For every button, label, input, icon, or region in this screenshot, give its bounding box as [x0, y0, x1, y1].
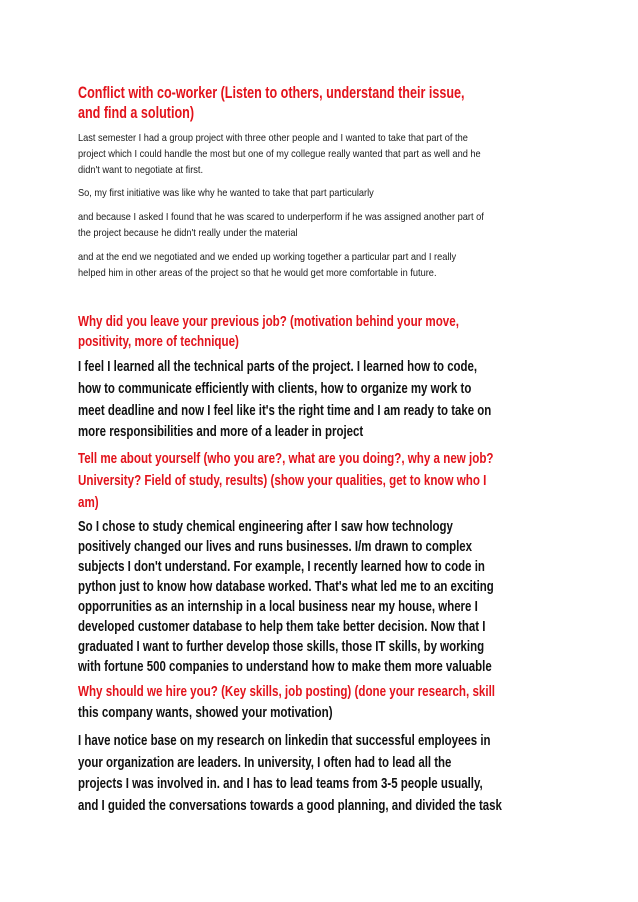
paragraph-line: how to communicate efficiently with clients, how to organize my work to: [78, 381, 472, 397]
paragraph-line: positively changed our lives and runs businesses. I/m drawn to complex: [78, 539, 473, 555]
paragraph-line: with fortune 500 companies to understand how to make them more valuable: [78, 659, 492, 675]
paragraph-line: and at the end we negotiated and we ended up working together a particular part and I really: [78, 251, 457, 263]
paragraph-line: and I guided the conversations towards a good planning, and divided the task: [78, 798, 502, 814]
paragraph-line: I have notice base on my research on linkedin that successful employees in: [78, 733, 491, 749]
paragraph-line: graduated I want to further develop those skills, those IT skills, by working: [78, 639, 485, 655]
paragraph-line: projects I was involved in. and I has to lead teams from 3-5 people usually,: [78, 776, 483, 792]
paragraph-line: subjects I don't understand. For example, I recently learned how to code in: [78, 559, 485, 575]
paragraph-line: the project because he didn't really under the material: [78, 227, 298, 239]
paragraph-line: project which I could handle the most but one of my collegue really wanted that part as well and he: [78, 148, 481, 160]
paragraph-line: and because I asked I found that he was scared to underperform if he was assigned another part of: [78, 211, 484, 223]
section-heading: positivity, more of technique): [78, 334, 239, 350]
section-heading: this company wants, showed your motivation): [78, 705, 333, 721]
paragraph-line: So I chose to study chemical engineering after I saw how technology: [78, 519, 453, 535]
paragraph-line: didn't want to negotiate at first.: [78, 164, 204, 176]
section-heading: Why did you leave your previous job? (motivation behind your move,: [78, 314, 459, 330]
section-heading: University? Field of study, results) (show your qualities, get to know who I: [78, 473, 487, 489]
paragraph-line: I feel I learned all the technical parts of the project. I learned how to code,: [78, 359, 478, 375]
paragraph-line: helped him in other areas of the project so that he would get more comfortable in future.: [78, 267, 437, 279]
paragraph-line: opporrunities as an internship in a local business near my house, where I: [78, 599, 478, 615]
paragraph-line: developed customer database to help them take better decision. Now that I: [78, 619, 486, 635]
section-heading: Conflict with co-worker (Listen to others, understand their issue,: [78, 83, 465, 102]
paragraph-line: python just to know how database worked. That's what led me to an exciting: [78, 579, 494, 595]
paragraph-line: meet deadline and now I feel like it's the right time and I am ready to take on: [78, 403, 492, 419]
paragraph-line: your organization are leaders. In university, I often had to lead all the: [78, 755, 452, 771]
paragraph-line: So, my first initiative was like why he wanted to take that part particularly: [78, 187, 374, 199]
section-heading: and find a solution): [78, 103, 195, 122]
paragraph-line: more responsibilities and more of a leader in project: [78, 424, 364, 440]
section-heading: Why should we hire you? (Key skills, job posting) (done your research, skill: [78, 684, 496, 700]
section-heading: Tell me about yourself (who you are?, what are you doing?, why a new job?: [78, 451, 494, 467]
section-heading: am): [78, 495, 99, 511]
paragraph-line: Last semester I had a group project with three other people and I wanted to take that part of the: [78, 132, 468, 144]
